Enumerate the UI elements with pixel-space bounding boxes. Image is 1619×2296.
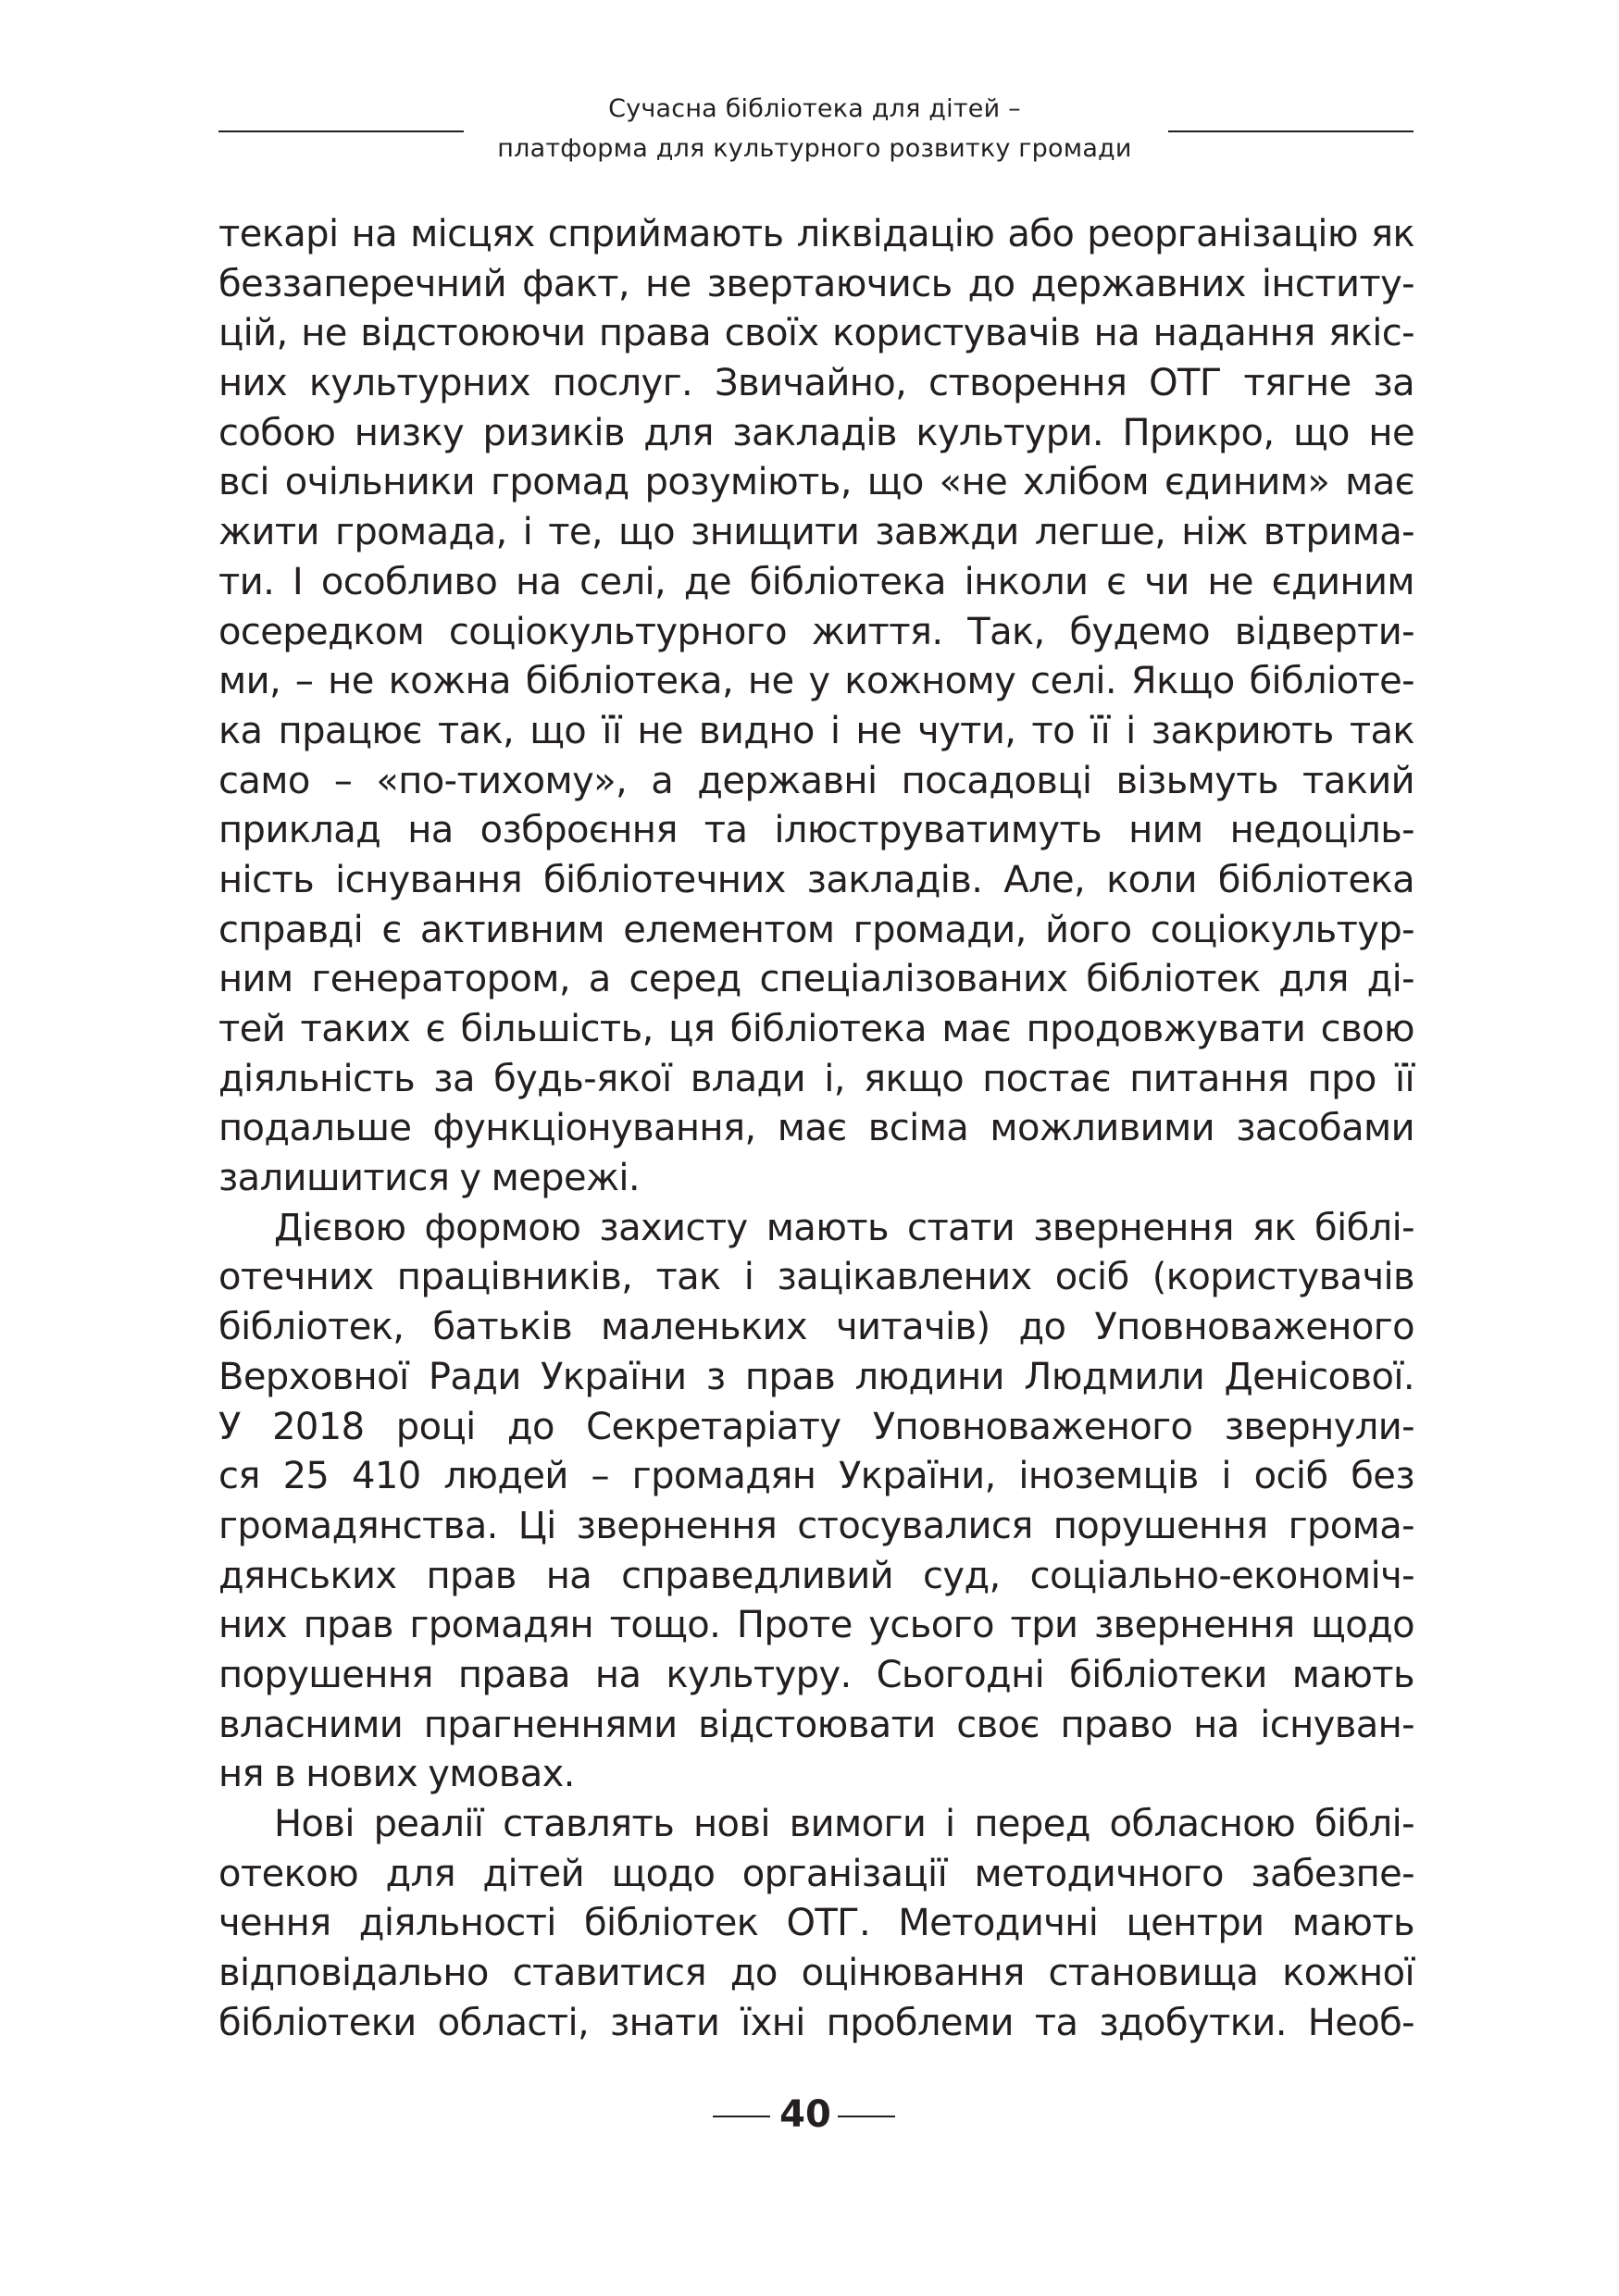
text-line: залишитися у мережі. [218,1157,641,1200]
header-rule-left [218,130,464,132]
text-line: осередком соціокультурного життя. Так, будемо відверти- [218,610,1414,653]
footer-rule-right [838,2116,895,2117]
text-line: власними прагненнями відстоювати своє право на існуван- [218,1703,1414,1746]
text-line: ка працює так, що її не видно і не чути, то її і закриють так [218,709,1414,752]
text-line: них культурних послуг. Звичайно, створення ОТГ тягне за [218,362,1414,405]
text-line: діяльність за будь-якої влади і, якщо постає питання про її [218,1057,1414,1100]
header-title-line-2: платформа для культурного розвитку громади [497,134,1132,163]
text-line: бібліотек, батьків маленьких читачів) до Уповноваженого [218,1306,1414,1349]
header-title [463,89,1166,168]
running-header [0,89,1619,172]
text-line: справді є активним елементом громади, його соціокультур- [218,908,1414,951]
text-line: ним генератором, а серед спеціалізованих бібліотек для ді- [218,958,1414,1001]
text-line: тей таких є більшість, ця бібліотека має продовжувати свою [218,1008,1414,1050]
footer-rule-left [713,2116,770,2117]
body-text [218,210,1414,2048]
text-line: відповідально ставитися до оцінювання становища кожної [218,1952,1414,1995]
text-line: Нові реалії ставлять нові вимоги і перед обласною біблі- [274,1803,1414,1845]
text-line: громадянства. Ці звернення стосувалися порушення грома- [218,1504,1414,1547]
text-line: собою низку ризиків для закладів культури. Прикро, що не [218,411,1414,454]
text-line: само – «по-тихому», а державні посадовці візьмуть такий [218,759,1414,802]
text-line: ми, – не кожна бібліотека, не у кожному селі. Якщо бібліоте- [218,660,1414,703]
text-line: цій, не відстоюючи права своїх користувачів на надання якіс- [218,312,1414,355]
text-line: жити громада, і те, що знищити завжди легше, ніж втрима- [218,511,1414,554]
text-line: чення діяльності бібліотек ОТГ. Методичні центри мають [218,1902,1414,1945]
text-line: отечних працівників, так і зацікавлених осіб (користувачів [218,1256,1414,1299]
text-line: бібліотеки області, знати їхні проблеми та здобутки. Необ- [218,2001,1414,2044]
text-line: Верховної Ради України з прав людини Людмили Денісової. [218,1355,1414,1398]
text-line: отекою для дітей щодо організації методичного забезпе- [218,1852,1414,1895]
text-line: подальше функціонування, має всіма можливими засобами [218,1107,1414,1150]
page-footer [0,2087,1619,2142]
text-line: ність існування бібліотечних закладів. Але, коли бібліотека [218,858,1414,901]
header-title-line-1: Сучасна бібліотека для дітей – [608,94,1021,123]
text-line: У 2018 році до Секретаріату Уповноваженого звернули- [218,1405,1414,1448]
text-line: всі очільники громад розуміють, що «не хлібом єдиним» має [218,461,1414,504]
text-line: ня в нових умовах. [218,1753,575,1796]
text-line: Дієвою формою захисту мають стати звернення як біблі- [274,1206,1414,1249]
text-line: текарі на місцях сприймають ліквідацію або реорганізацію як [218,213,1414,255]
text-line: ся 25 410 людей – громадян України, іноземців і осіб без [218,1455,1414,1498]
text-line: них прав громадян тощо. Проте усього три звернення щодо [218,1604,1414,1647]
text-line: дянських прав на справедливий суд, соціально-економіч- [218,1554,1414,1597]
text-line: беззаперечний факт, не звертаючись до державних інститу- [218,262,1414,305]
text-line: ти. І особливо на селі, де бібліотека інколи є чи не єдиним [218,560,1414,603]
header-rule-right [1168,130,1414,132]
text-line: приклад на озброєння та ілюструватимуть ним недоціль- [218,809,1414,852]
page-number: 40 [779,2093,831,2136]
text-line: порушення права на культуру. Сьогодні бібліотеки мають [218,1653,1414,1696]
